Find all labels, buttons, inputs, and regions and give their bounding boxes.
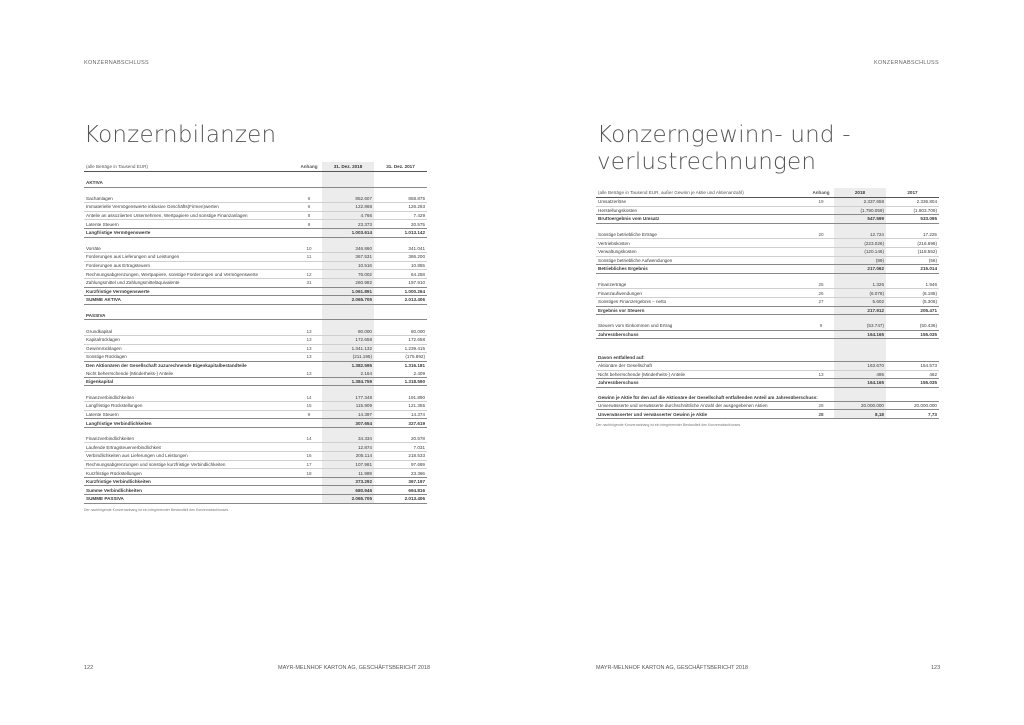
value-current-year: 20.000.000 <box>834 401 886 410</box>
row-label: Vertriebskosten <box>596 239 808 248</box>
subtotal-row <box>596 410 939 419</box>
value-prior-year: 7,73 <box>886 410 939 419</box>
value-prior-year: 154.573 <box>886 361 939 370</box>
value-prior-year: 121.355 <box>374 402 427 411</box>
value-prior-year: 1.239.415 <box>374 344 427 353</box>
value-prior-year: 191.890 <box>374 393 427 401</box>
row-note: 17 <box>296 460 322 469</box>
table-row <box>84 261 427 270</box>
row-note <box>808 265 834 274</box>
row-label: Nicht beherrschende (Minderheits-) Anteile <box>598 371 686 377</box>
table-row <box>84 460 427 469</box>
value-current-year: 163.670 <box>834 361 886 370</box>
row-note: 14 <box>296 393 322 401</box>
row-label: Sachanlagen <box>84 195 296 203</box>
row-note: 14 <box>296 435 322 443</box>
row-label: Den Aktionären der Gesellschaft zuzurechnende Eigenkapitalbestandteile <box>84 361 296 369</box>
row-label: Betriebliches Ergebnis <box>596 265 808 274</box>
value-prior-year: (118.552) <box>886 247 939 256</box>
value-prior-year: 858.875 <box>374 195 427 203</box>
value-prior-year: 20.000.000 <box>914 402 937 408</box>
row-note <box>808 239 834 248</box>
row-note <box>808 306 834 315</box>
row-label: Sonstige betriebliche Aufwendungen <box>598 257 673 263</box>
value-current-year: 14.397 <box>322 410 374 419</box>
spacer-row <box>84 172 427 180</box>
value-current-year: 1.003.614 <box>322 228 374 237</box>
row-label: Zahlungsmittel und Zahlungsmitteläquivalente <box>86 280 180 286</box>
row-label: Aktionäre der Gesellschaft <box>596 361 808 370</box>
row-label: Kapitalrücklagen <box>84 335 296 344</box>
subtotal-row <box>84 228 427 237</box>
row-label: Unverwässerte und verwässerte durchschnittliche Anzahl der ausgegebenen Aktien <box>598 402 768 408</box>
value-prior-year: (56) <box>928 257 937 263</box>
row-note <box>296 361 322 369</box>
value-prior-year: 341.041 <box>374 245 427 253</box>
row-label: Langfristige Vermögenswerte <box>84 228 296 237</box>
table-row <box>84 220 427 229</box>
row-label: Finanzaufwendungen <box>596 289 808 298</box>
table-row <box>84 452 427 461</box>
value-prior-year: 1.000.264 <box>374 287 427 296</box>
value-current-year: 307.654 <box>322 419 374 428</box>
header-label: (alle Beträge in Tausend EUR, außer Gewinn je Aktie und Aktienanzahl) <box>596 188 808 198</box>
value-prior-year: 20.578 <box>374 435 427 443</box>
table-row <box>84 245 427 253</box>
value-current-year: 2.065.705 <box>322 296 374 305</box>
row-note: 13 <box>296 335 322 344</box>
row-label: Laufende Ertragsteuerverbindlichkeit <box>84 443 296 452</box>
section-heading: PASSIVA <box>84 312 322 320</box>
value-current-year: 346.860 <box>322 245 374 253</box>
subtotal-row <box>596 330 939 339</box>
value-prior-year: 7.031 <box>374 443 427 452</box>
row-label: Kurzfristige Rückstellungen <box>86 470 142 476</box>
value-prior-year: 97.689 <box>374 460 427 469</box>
value-current-year: 164.165 <box>834 379 886 388</box>
subtotal-row <box>84 377 427 386</box>
row-note: 28 <box>808 410 834 419</box>
row-label: Kurzfristige Vermögenswerte <box>84 287 296 296</box>
row-note: 19 <box>808 198 834 207</box>
value-prior-year: 197.910 <box>408 280 425 286</box>
page-title: Konzerngewinn- und -verlustrechnungen <box>597 122 851 175</box>
row-note <box>296 287 322 296</box>
row-label: Gewinnrücklagen <box>84 344 296 353</box>
value-current-year: 4.766 <box>322 211 374 220</box>
value-prior-year: 17.225 <box>886 231 939 239</box>
row-label: Rechnungsabgrenzungen, Wertpapiere, sonstige Forderungen und Vermögenswerte <box>84 270 296 279</box>
table-row <box>84 327 427 335</box>
value-prior-year: 1.318.590 <box>374 377 427 386</box>
row-label: Jahresüberschuss <box>596 379 808 388</box>
table-row <box>596 247 939 256</box>
table-row <box>84 469 427 478</box>
spacer-row <box>84 320 427 328</box>
section-heading: Gewinn je Aktie für den auf die Aktionäre der Gesellschaft entfallenden Anteil am Jahresüberschuss: <box>596 395 834 402</box>
row-label: Unverwässerter und verwässerter Gewinn je Aktie <box>596 410 808 419</box>
row-note: 25 <box>808 281 834 289</box>
row-note: 9 <box>307 411 311 417</box>
value-prior-year: 462 <box>929 371 937 377</box>
row-label: Latente Steuern <box>86 411 119 417</box>
value-current-year: 2.337.658 <box>834 198 886 207</box>
row-note <box>296 228 322 237</box>
value-current-year: 11.989 <box>322 469 374 478</box>
right-page <box>512 0 1024 725</box>
section-heading-row <box>84 312 427 320</box>
row-label: Sonstige Rücklagen <box>86 354 127 360</box>
value-current-year: (89) <box>834 256 886 265</box>
value-prior-year: 327.619 <box>374 419 427 428</box>
header-current-year: 2018 <box>834 188 886 198</box>
row-label: Immaterielle Vermögenswerte inklusive Geschäfts(Firmen)werten <box>84 203 296 212</box>
value-prior-year: 386.200 <box>374 253 427 262</box>
value-current-year: 76.002 <box>322 270 374 279</box>
table-row <box>84 353 427 362</box>
subtotal-row <box>596 379 939 388</box>
subtotal-row <box>84 287 427 296</box>
value-prior-year: 14.374 <box>410 411 425 417</box>
value-current-year: 10.516 <box>322 261 374 270</box>
value-prior-year: 367.197 <box>374 477 427 486</box>
value-current-year: 852.607 <box>322 195 374 203</box>
subtotal-row <box>596 265 939 274</box>
row-label: Ergebnis vor Steuern <box>596 306 808 315</box>
spacer-row <box>596 346 939 353</box>
spacer-row <box>84 187 427 195</box>
section-heading: Davon entfallend auf: <box>596 353 834 361</box>
subtotal-row <box>596 215 939 224</box>
value-prior-year: 1.013.142 <box>374 228 427 237</box>
value-current-year: (1.790.059) <box>834 206 886 215</box>
row-note: 10 <box>296 245 322 253</box>
footer-report-title: MAYR-MELNHOF KARTON AG, GESCHÄFTSBERICHT 2018 <box>596 665 749 671</box>
row-note <box>808 379 834 388</box>
value-current-year: 547.599 <box>834 215 886 224</box>
running-header: KONZERNABSCHLUSS <box>84 60 150 66</box>
value-prior-year: (50.436) <box>919 323 937 329</box>
row-label: Herstellungskosten <box>598 207 638 213</box>
subtotal-row <box>84 419 427 428</box>
row-note <box>296 486 322 495</box>
income-statement-table <box>596 188 939 419</box>
table-row <box>84 195 427 203</box>
value-current-year: 164.165 <box>834 330 886 339</box>
value-current-year: 107.981 <box>322 460 374 469</box>
section-heading-row <box>84 179 427 187</box>
subtotal-row <box>84 486 427 495</box>
table-row <box>596 198 939 207</box>
table-row <box>84 278 427 287</box>
table-row <box>84 393 427 401</box>
header-prior-year: 2017 <box>886 188 939 198</box>
value-current-year: 23.373 <box>322 220 374 229</box>
table-row <box>596 322 939 330</box>
row-label: Langfristige Verbindlichkeiten <box>84 419 296 428</box>
value-prior-year: 2.409 <box>413 370 425 376</box>
row-note: 31 <box>306 280 312 286</box>
row-note <box>296 377 322 386</box>
value-prior-year: (1.803.709) <box>913 207 937 213</box>
row-note: 13 <box>296 327 322 335</box>
value-current-year: 5.602 <box>834 297 886 306</box>
row-label: Bruttoergebnis vom Umsatz <box>596 215 808 224</box>
footer-page-number: 123 <box>931 665 941 671</box>
value-current-year: 172.658 <box>322 335 374 344</box>
table-row <box>84 443 427 452</box>
value-prior-year: 155.035 <box>886 379 939 388</box>
value-current-year: 1.061.891 <box>322 287 374 296</box>
value-prior-year: 23.366 <box>410 470 425 476</box>
row-note <box>808 247 834 256</box>
row-note <box>296 477 322 486</box>
row-note <box>296 296 322 305</box>
value-prior-year: (6.185) <box>886 289 939 298</box>
row-note: 12 <box>296 270 322 279</box>
value-current-year: (6.078) <box>834 289 886 298</box>
value-prior-year: 64.258 <box>374 270 427 279</box>
value-current-year: 115.909 <box>322 402 374 411</box>
value-prior-year: 694.816 <box>374 486 427 495</box>
row-note: 9 <box>819 323 823 329</box>
value-current-year: 34.334 <box>322 435 374 443</box>
value-prior-year: (5.306) <box>922 299 937 305</box>
footer-page-number: 122 <box>84 665 94 671</box>
row-note: 9 <box>307 221 311 227</box>
row-note: 15 <box>296 402 322 411</box>
value-prior-year: (175.892) <box>405 354 425 360</box>
row-note: 20 <box>808 231 834 239</box>
value-current-year: 1.341.132 <box>322 344 374 353</box>
table-row <box>596 401 939 410</box>
header-note-column: Anhang <box>808 188 834 198</box>
table-row <box>596 281 939 289</box>
row-note: 6 <box>296 203 322 212</box>
row-label: Langfristige Rückstellungen <box>84 402 296 411</box>
row-label: Steuern vom Einkommen und Ertrag <box>598 323 673 329</box>
row-note: 27 <box>818 299 824 305</box>
row-note <box>808 330 834 339</box>
row-label: Kurzfristige Verbindlichkeiten <box>84 477 296 486</box>
row-label: Grundkapital <box>84 327 296 335</box>
header-label: (alle Beträge in Tausend EUR) <box>84 162 296 172</box>
value-current-year: 2.164 <box>322 369 374 377</box>
table-row <box>596 256 939 265</box>
row-label: Umsatzerlöse <box>596 198 808 207</box>
row-note: 13 <box>306 354 312 360</box>
subtotal-row <box>84 296 427 305</box>
value-current-year: 217.912 <box>834 306 886 315</box>
page-title: Konzernbilanzen <box>84 122 277 148</box>
value-current-year: (223.026) <box>834 239 886 248</box>
value-current-year: 80.000 <box>322 327 374 335</box>
row-note: 28 <box>818 402 824 408</box>
value-prior-year: 205.471 <box>886 306 939 315</box>
header-current-year: 31. Dez. 2018 <box>322 162 374 172</box>
row-label: Jahresüberschuss <box>596 330 808 339</box>
value-current-year: 1.382.595 <box>322 361 374 369</box>
value-prior-year: 218.533 <box>374 452 427 461</box>
table-row <box>84 253 427 262</box>
row-note <box>296 261 322 270</box>
row-label: Finanzverbindlichkeiten <box>84 393 296 401</box>
value-prior-year: 1.946 <box>886 281 939 289</box>
row-note: 18 <box>306 470 312 476</box>
value-current-year: 2.065.705 <box>322 495 374 504</box>
table-row <box>596 289 939 298</box>
value-prior-year: 215.014 <box>886 265 939 274</box>
row-label: Vorräte <box>84 245 296 253</box>
table-row <box>596 361 939 370</box>
value-prior-year: 155.035 <box>886 330 939 339</box>
value-current-year: 495 <box>834 370 886 379</box>
row-label: Forderungen aus Ertragsteuern <box>84 261 296 270</box>
table-row <box>596 231 939 239</box>
table-row <box>596 370 939 379</box>
table-row <box>596 239 939 248</box>
row-label: Sonstige betriebliche Erträge <box>596 231 808 239</box>
value-current-year: (211.195) <box>322 353 374 362</box>
table-row <box>596 206 939 215</box>
table-row <box>84 435 427 443</box>
row-note <box>808 256 834 265</box>
table-header-row <box>596 188 939 198</box>
value-current-year: 680.946 <box>322 486 374 495</box>
value-prior-year: 1.316.181 <box>374 361 427 369</box>
value-current-year: 373.292 <box>322 477 374 486</box>
running-header: KONZERNABSCHLUSS <box>873 60 939 66</box>
value-current-year: 177.348 <box>322 393 374 401</box>
row-label: Finanzerträge <box>596 281 808 289</box>
row-label: Eigenkapital <box>84 377 296 386</box>
value-prior-year: 533.095 <box>886 215 939 224</box>
row-label: Summe Verbindlichkeiten <box>84 486 296 495</box>
value-current-year: 8,18 <box>834 410 886 419</box>
subtotal-row <box>84 361 427 369</box>
value-prior-year: (216.698) <box>886 239 939 248</box>
value-prior-year: 10.855 <box>374 261 427 270</box>
row-note: 8 <box>296 211 322 220</box>
value-current-year: 367.531 <box>322 253 374 262</box>
spacer-row <box>84 427 427 435</box>
table-row <box>84 211 427 220</box>
row-note <box>296 495 322 504</box>
table-row <box>84 335 427 344</box>
row-label: Forderungen aus Lieferungen und Leistungen <box>84 253 296 262</box>
value-prior-year: 126.263 <box>374 203 427 212</box>
row-note: 26 <box>808 289 834 298</box>
row-label: Sonstiges Finanzergebnis – netto <box>598 299 667 305</box>
table-row <box>84 410 427 419</box>
spacer-row <box>596 223 939 231</box>
subtotal-row <box>84 495 427 504</box>
row-note <box>808 206 834 215</box>
spacer-row <box>84 304 427 312</box>
value-current-year: 122.868 <box>322 203 374 212</box>
spacer-row <box>84 237 427 245</box>
value-current-year: 1.384.759 <box>322 377 374 386</box>
row-label: Verwaltungskosten <box>596 247 808 256</box>
row-note <box>296 419 322 428</box>
row-note <box>808 215 834 224</box>
balance-sheet-table <box>84 162 427 504</box>
row-label: Rechnungsabgrenzungen und sonstige kurzfristige Verbindlichkeiten <box>84 460 296 469</box>
header-note-column: Anhang <box>296 162 322 172</box>
table-row <box>84 270 427 279</box>
spacer-row <box>84 386 427 394</box>
row-label: Latente Steuern <box>86 221 119 227</box>
section-heading-row <box>596 353 939 361</box>
row-note: 16 <box>296 452 322 461</box>
row-label: SUMME PASSIVA <box>84 495 296 504</box>
row-label: Finanzverbindlichkeiten <box>84 435 296 443</box>
footnote: Der nachfolgende Konzernanhang ist ein integrierender Bestandteil des Konzernabschlusses. <box>596 423 742 427</box>
spacer-row <box>596 387 939 395</box>
value-current-year: (120.146) <box>834 247 886 256</box>
table-row <box>84 344 427 353</box>
row-label: Verbindlichkeiten aus Lieferungen und Leistungen <box>84 452 296 461</box>
row-note: 13 <box>306 370 312 376</box>
value-current-year: (53.747) <box>834 322 886 330</box>
spacer-row <box>596 339 939 347</box>
row-label: Nicht beherrschende (Minderheits-) Anteile <box>86 370 174 376</box>
value-prior-year: 2.336.804 <box>886 198 939 207</box>
value-prior-year: 2.013.406 <box>374 495 427 504</box>
spacer-row <box>596 315 939 323</box>
table-row <box>84 402 427 411</box>
row-note: 13 <box>296 344 322 353</box>
value-prior-year: 80.000 <box>374 327 427 335</box>
row-note: 6 <box>296 195 322 203</box>
table-header-row <box>84 162 427 172</box>
header-prior-year: 31. Dez. 2017 <box>374 162 427 172</box>
row-note <box>296 443 322 452</box>
value-current-year: 217.062 <box>834 265 886 274</box>
row-label: Anteile an assoziierten Unternehmen, Wertpapiere und sonstige Finanzanlagen <box>84 211 296 220</box>
value-prior-year: 20.575 <box>410 221 425 227</box>
row-note: 13 <box>818 371 824 377</box>
table-row <box>84 203 427 212</box>
value-prior-year: 172.658 <box>374 335 427 344</box>
section-heading: AKTIVA <box>84 179 322 187</box>
footnote: Der nachfolgende Konzernanhang ist ein integrierender Bestandteil des Konzernabschlusses. <box>84 508 230 512</box>
row-label: SUMME AKTIVA <box>84 296 296 305</box>
table-row <box>84 369 427 377</box>
table-row <box>596 297 939 306</box>
value-current-year: 205.114 <box>322 452 374 461</box>
footer-report-title: MAYR-MELNHOF KARTON AG, GESCHÄFTSBERICHT 2018 <box>278 665 431 671</box>
value-current-year: 12.874 <box>322 443 374 452</box>
subtotal-row <box>596 306 939 315</box>
spacer-row <box>596 273 939 281</box>
value-current-year: 260.982 <box>322 278 374 287</box>
value-prior-year: 7.429 <box>374 211 427 220</box>
subtotal-row <box>84 477 427 486</box>
value-prior-year: 2.013.406 <box>374 296 427 305</box>
row-note <box>808 361 834 370</box>
row-note: 11 <box>296 253 322 262</box>
value-current-year: 12.724 <box>834 231 886 239</box>
value-current-year: 1.326 <box>834 281 886 289</box>
